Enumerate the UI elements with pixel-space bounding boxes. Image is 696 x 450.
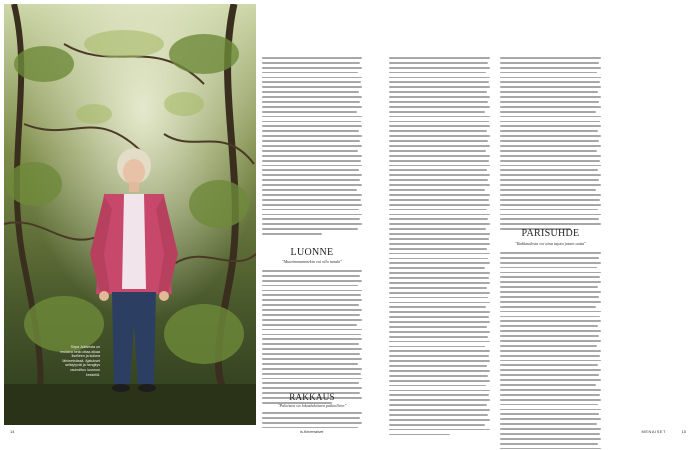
footer-brand: MENAISET xyxy=(641,429,666,434)
body-text-column-3b xyxy=(500,252,601,450)
section-quote-parisuhde: "Rakkaudesta voi aina tajuta jotain uutta" xyxy=(515,241,586,246)
section-heading-luonne: LUONNE xyxy=(290,247,334,258)
body-text-column-1b xyxy=(262,270,362,407)
page-number-left: 14 xyxy=(10,429,15,434)
body-text-column-3 xyxy=(500,57,601,233)
section-quote-rakkaus: "Paloisten on lokoshdettava paikoilleen" xyxy=(277,403,347,408)
page-number-right: 15 xyxy=(681,429,686,434)
body-text-column-2 xyxy=(389,57,490,438)
body-text-column-1a xyxy=(262,57,362,238)
photo-illustration xyxy=(4,4,256,425)
forest-portrait-photo xyxy=(4,4,256,425)
section-heading-parisuhde: PARISUHDE xyxy=(521,228,580,239)
section-quote-luonne: "Muutimmammekin voi olla ianaki" xyxy=(282,259,342,264)
photo-caption: Sirpa Jokisesta on mukava hetki ottaa aikaa itselleen ja kulkea lähimetsässä. Ajatukset selkiytyvät ja hengitys rauhoittuu luonnon keskellä. xyxy=(60,345,100,377)
section-heading-rakkaus: RAKKAUS xyxy=(289,392,335,402)
footer-website: is.fi/menaiset xyxy=(300,429,324,434)
